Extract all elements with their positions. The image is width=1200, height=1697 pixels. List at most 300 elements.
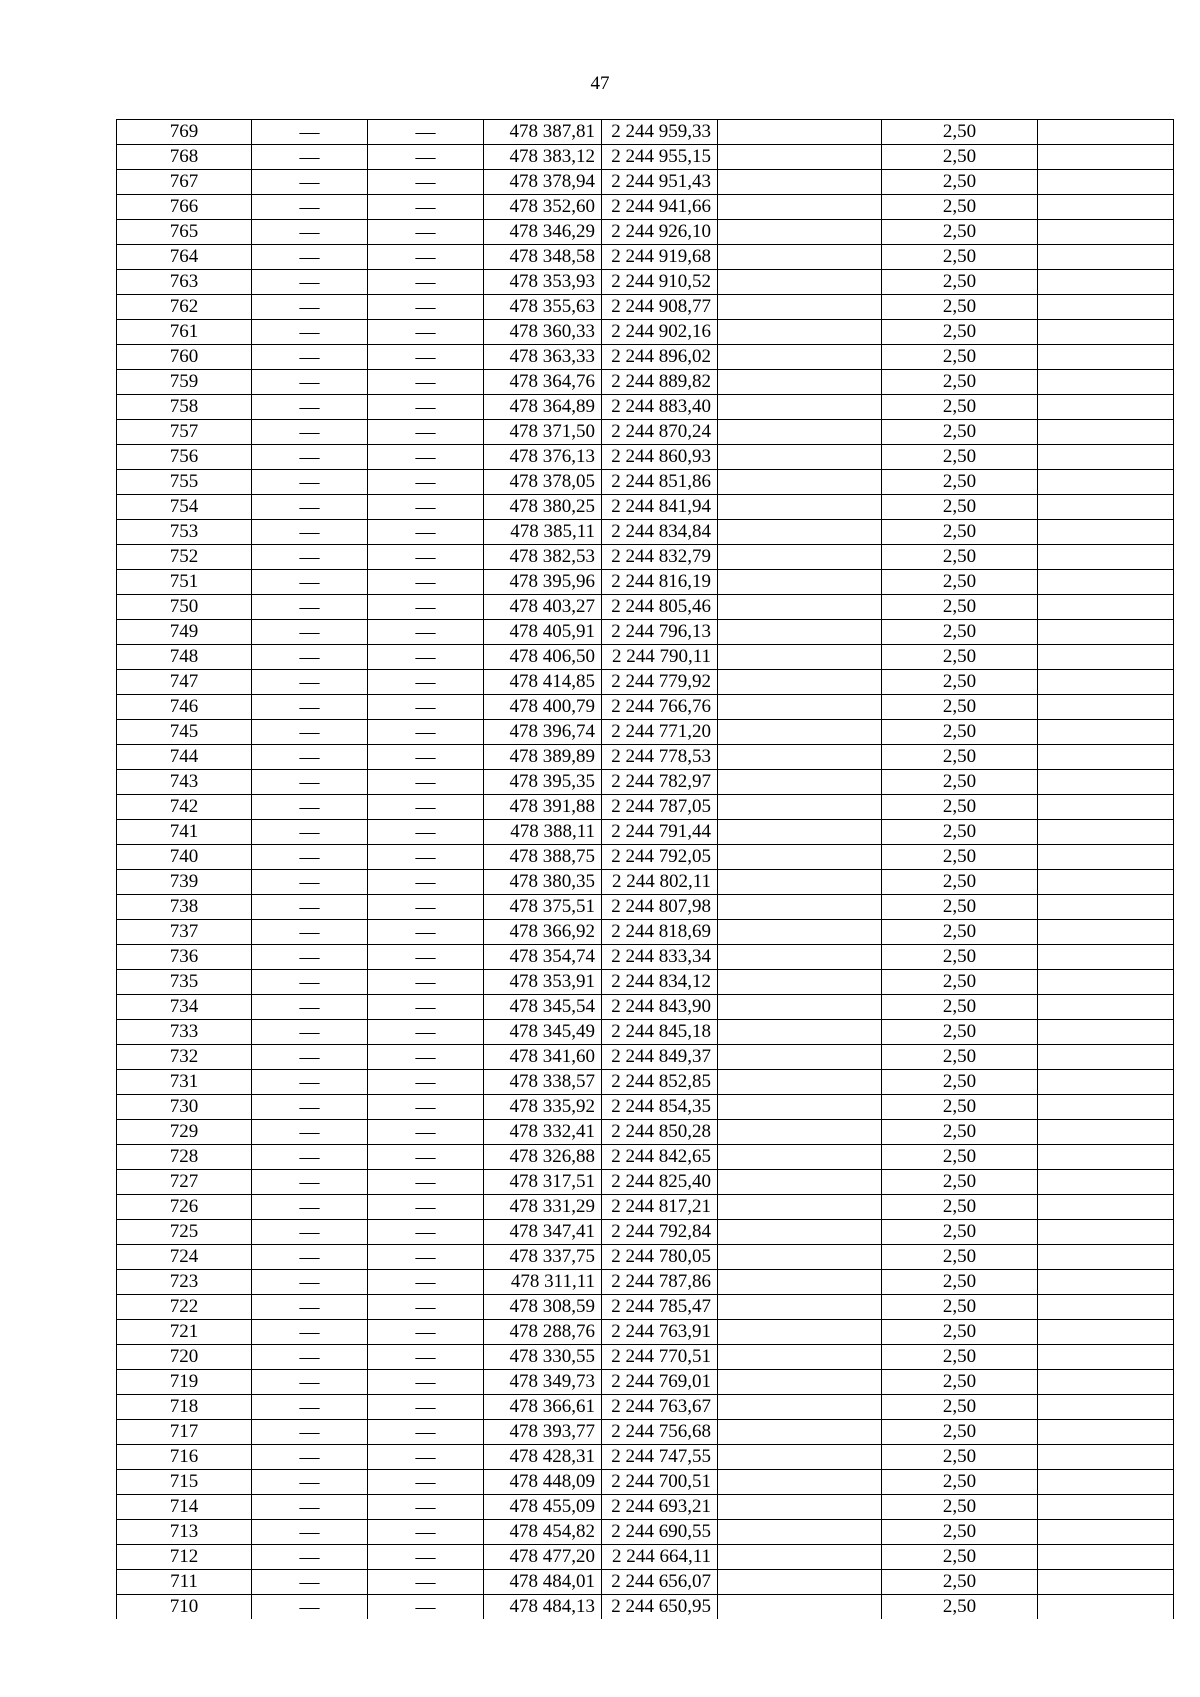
dash-cell: — <box>368 1445 484 1470</box>
y-coordinate-cell: 2 244 854,35 <box>602 1095 718 1120</box>
empty-cell <box>1038 1445 1174 1470</box>
empty-cell <box>1038 870 1174 895</box>
dash-cell: — <box>252 320 368 345</box>
value-cell: 2,50 <box>882 670 1038 695</box>
coordinates-table <box>116 119 1174 1619</box>
y-coordinate-cell: 2 244 787,05 <box>602 795 718 820</box>
empty-cell <box>1038 520 1174 545</box>
point-number-cell: 741 <box>117 820 252 845</box>
dash-cell: — <box>252 1245 368 1270</box>
dash-cell: — <box>368 1570 484 1595</box>
value-cell: 2,50 <box>882 1370 1038 1395</box>
x-coordinate-cell: 478 484,13 <box>484 1595 602 1620</box>
dash-cell: — <box>368 945 484 970</box>
x-coordinate-cell: 478 288,76 <box>484 1320 602 1345</box>
dash-cell: — <box>252 1145 368 1170</box>
dash-cell: — <box>252 1095 368 1120</box>
x-coordinate-cell: 478 347,41 <box>484 1220 602 1245</box>
value-cell: 2,50 <box>882 220 1038 245</box>
empty-cell <box>1038 420 1174 445</box>
x-coordinate-cell: 478 360,33 <box>484 320 602 345</box>
dash-cell: — <box>368 320 484 345</box>
empty-cell <box>1038 1095 1174 1120</box>
empty-cell <box>1038 320 1174 345</box>
value-cell: 2,50 <box>882 245 1038 270</box>
dash-cell: — <box>252 345 368 370</box>
point-number-cell: 740 <box>117 845 252 870</box>
table-row <box>117 1095 1174 1120</box>
table-row <box>117 395 1174 420</box>
x-coordinate-cell: 478 383,12 <box>484 145 602 170</box>
empty-cell <box>718 1020 882 1045</box>
dash-cell: — <box>368 1595 484 1620</box>
y-coordinate-cell: 2 244 959,33 <box>602 120 718 145</box>
point-number-cell: 715 <box>117 1470 252 1495</box>
dash-cell: — <box>252 920 368 945</box>
point-number-cell: 749 <box>117 620 252 645</box>
dash-cell: — <box>368 370 484 395</box>
x-coordinate-cell: 478 388,11 <box>484 820 602 845</box>
table-row <box>117 345 1174 370</box>
dash-cell: — <box>368 1095 484 1120</box>
empty-cell <box>1038 220 1174 245</box>
table-row <box>117 495 1174 520</box>
empty-cell <box>1038 945 1174 970</box>
value-cell: 2,50 <box>882 1345 1038 1370</box>
table-row <box>117 1070 1174 1095</box>
value-cell: 2,50 <box>882 295 1038 320</box>
dash-cell: — <box>252 820 368 845</box>
dash-cell: — <box>368 520 484 545</box>
empty-cell <box>1038 895 1174 920</box>
dash-cell: — <box>368 995 484 1020</box>
empty-cell <box>718 220 882 245</box>
dash-cell: — <box>368 1145 484 1170</box>
dash-cell: — <box>252 1320 368 1345</box>
empty-cell <box>718 1095 882 1120</box>
point-number-cell: 723 <box>117 1270 252 1295</box>
value-cell: 2,50 <box>882 945 1038 970</box>
value-cell: 2,50 <box>882 870 1038 895</box>
dash-cell: — <box>252 1270 368 1295</box>
dash-cell: — <box>368 495 484 520</box>
y-coordinate-cell: 2 244 779,92 <box>602 670 718 695</box>
empty-cell <box>1038 1495 1174 1520</box>
value-cell: 2,50 <box>882 820 1038 845</box>
dash-cell: — <box>252 1220 368 1245</box>
point-number-cell: 743 <box>117 770 252 795</box>
point-number-cell: 768 <box>117 145 252 170</box>
point-number-cell: 718 <box>117 1395 252 1420</box>
x-coordinate-cell: 478 375,51 <box>484 895 602 920</box>
empty-cell <box>1038 120 1174 145</box>
empty-cell <box>1038 695 1174 720</box>
x-coordinate-cell: 478 448,09 <box>484 1470 602 1495</box>
empty-cell <box>718 1595 882 1620</box>
table-row <box>117 720 1174 745</box>
empty-cell <box>1038 1520 1174 1545</box>
point-number-cell: 726 <box>117 1195 252 1220</box>
empty-cell <box>1038 595 1174 620</box>
dash-cell: — <box>368 1420 484 1445</box>
table-row <box>117 1145 1174 1170</box>
dash-cell: — <box>252 520 368 545</box>
value-cell: 2,50 <box>882 1395 1038 1420</box>
dash-cell: — <box>252 1495 368 1520</box>
table-row <box>117 970 1174 995</box>
y-coordinate-cell: 2 244 766,76 <box>602 695 718 720</box>
x-coordinate-cell: 478 345,49 <box>484 1020 602 1045</box>
empty-cell <box>1038 795 1174 820</box>
dash-cell: — <box>252 270 368 295</box>
dash-cell: — <box>368 1020 484 1045</box>
value-cell: 2,50 <box>882 745 1038 770</box>
empty-cell <box>1038 570 1174 595</box>
point-number-cell: 727 <box>117 1170 252 1195</box>
point-number-cell: 747 <box>117 670 252 695</box>
dash-cell: — <box>252 695 368 720</box>
x-coordinate-cell: 478 405,91 <box>484 620 602 645</box>
empty-cell <box>718 545 882 570</box>
x-coordinate-cell: 478 380,35 <box>484 870 602 895</box>
dash-cell: — <box>252 895 368 920</box>
empty-cell <box>718 1420 882 1445</box>
empty-cell <box>1038 245 1174 270</box>
empty-cell <box>1038 1395 1174 1420</box>
point-number-cell: 735 <box>117 970 252 995</box>
y-coordinate-cell: 2 244 833,34 <box>602 945 718 970</box>
dash-cell: — <box>368 145 484 170</box>
empty-cell <box>718 1070 882 1095</box>
x-coordinate-cell: 478 349,73 <box>484 1370 602 1395</box>
value-cell: 2,50 <box>882 545 1038 570</box>
empty-cell <box>1038 770 1174 795</box>
empty-cell <box>718 1320 882 1345</box>
empty-cell <box>718 495 882 520</box>
point-number-cell: 748 <box>117 645 252 670</box>
empty-cell <box>718 1570 882 1595</box>
point-number-cell: 733 <box>117 1020 252 1045</box>
table-row <box>117 195 1174 220</box>
x-coordinate-cell: 478 477,20 <box>484 1545 602 1570</box>
y-coordinate-cell: 2 244 664,11 <box>602 1545 718 1570</box>
point-number-cell: 769 <box>117 120 252 145</box>
point-number-cell: 767 <box>117 170 252 195</box>
dash-cell: — <box>368 820 484 845</box>
empty-cell <box>718 920 882 945</box>
dash-cell: — <box>368 1495 484 1520</box>
table-row <box>117 895 1174 920</box>
empty-cell <box>1038 1420 1174 1445</box>
dash-cell: — <box>252 1345 368 1370</box>
dash-cell: — <box>368 420 484 445</box>
empty-cell <box>718 1370 882 1395</box>
table-row <box>117 1245 1174 1270</box>
dash-cell: — <box>368 695 484 720</box>
value-cell: 2,50 <box>882 420 1038 445</box>
empty-cell <box>718 895 882 920</box>
y-coordinate-cell: 2 244 883,40 <box>602 395 718 420</box>
x-coordinate-cell: 478 332,41 <box>484 1120 602 1145</box>
y-coordinate-cell: 2 244 843,90 <box>602 995 718 1020</box>
point-number-cell: 759 <box>117 370 252 395</box>
empty-cell <box>1038 170 1174 195</box>
y-coordinate-cell: 2 244 817,21 <box>602 1195 718 1220</box>
dash-cell: — <box>368 1270 484 1295</box>
dash-cell: — <box>368 970 484 995</box>
point-number-cell: 724 <box>117 1245 252 1270</box>
dash-cell: — <box>252 1470 368 1495</box>
empty-cell <box>718 720 882 745</box>
point-number-cell: 722 <box>117 1295 252 1320</box>
point-number-cell: 738 <box>117 895 252 920</box>
empty-cell <box>718 245 882 270</box>
y-coordinate-cell: 2 244 807,98 <box>602 895 718 920</box>
dash-cell: — <box>252 970 368 995</box>
empty-cell <box>718 445 882 470</box>
x-coordinate-cell: 478 378,94 <box>484 170 602 195</box>
value-cell: 2,50 <box>882 520 1038 545</box>
dash-cell: — <box>252 945 368 970</box>
dash-cell: — <box>252 1520 368 1545</box>
value-cell: 2,50 <box>882 720 1038 745</box>
dash-cell: — <box>368 1320 484 1345</box>
empty-cell <box>718 270 882 295</box>
y-coordinate-cell: 2 244 896,02 <box>602 345 718 370</box>
value-cell: 2,50 <box>882 620 1038 645</box>
table-row <box>117 1520 1174 1545</box>
dash-cell: — <box>368 395 484 420</box>
y-coordinate-cell: 2 244 825,40 <box>602 1170 718 1195</box>
point-number-cell: 744 <box>117 745 252 770</box>
x-coordinate-cell: 478 341,60 <box>484 1045 602 1070</box>
point-number-cell: 713 <box>117 1520 252 1545</box>
dash-cell: — <box>252 1120 368 1145</box>
empty-cell <box>718 795 882 820</box>
point-number-cell: 731 <box>117 1070 252 1095</box>
empty-cell <box>1038 1295 1174 1320</box>
value-cell: 2,50 <box>882 570 1038 595</box>
empty-cell <box>1038 820 1174 845</box>
value-cell: 2,50 <box>882 1495 1038 1520</box>
dash-cell: — <box>368 1070 484 1095</box>
point-number-cell: 729 <box>117 1120 252 1145</box>
empty-cell <box>1038 1595 1174 1620</box>
y-coordinate-cell: 2 244 787,86 <box>602 1270 718 1295</box>
empty-cell <box>1038 1170 1174 1195</box>
point-number-cell: 739 <box>117 870 252 895</box>
value-cell: 2,50 <box>882 1570 1038 1595</box>
value-cell: 2,50 <box>882 470 1038 495</box>
empty-cell <box>718 1195 882 1220</box>
dash-cell: — <box>252 245 368 270</box>
value-cell: 2,50 <box>882 345 1038 370</box>
dash-cell: — <box>252 1020 368 1045</box>
x-coordinate-cell: 478 406,50 <box>484 645 602 670</box>
table-row <box>117 945 1174 970</box>
empty-cell <box>718 195 882 220</box>
value-cell: 2,50 <box>882 1270 1038 1295</box>
coordinates-table-body <box>117 120 1174 1620</box>
value-cell: 2,50 <box>882 595 1038 620</box>
x-coordinate-cell: 478 353,91 <box>484 970 602 995</box>
table-row <box>117 1470 1174 1495</box>
empty-cell <box>718 870 882 895</box>
x-coordinate-cell: 478 346,29 <box>484 220 602 245</box>
dash-cell: — <box>252 745 368 770</box>
empty-cell <box>1038 545 1174 570</box>
point-number-cell: 754 <box>117 495 252 520</box>
empty-cell <box>718 595 882 620</box>
empty-cell <box>1038 995 1174 1020</box>
empty-cell <box>1038 145 1174 170</box>
point-number-cell: 712 <box>117 1545 252 1570</box>
dash-cell: — <box>252 1370 368 1395</box>
point-number-cell: 725 <box>117 1220 252 1245</box>
dash-cell: — <box>368 220 484 245</box>
y-coordinate-cell: 2 244 693,21 <box>602 1495 718 1520</box>
y-coordinate-cell: 2 244 792,84 <box>602 1220 718 1245</box>
dash-cell: — <box>252 1045 368 1070</box>
dash-cell: — <box>368 920 484 945</box>
empty-cell <box>1038 1045 1174 1070</box>
dash-cell: — <box>368 1245 484 1270</box>
empty-cell <box>718 145 882 170</box>
x-coordinate-cell: 478 331,29 <box>484 1195 602 1220</box>
dash-cell: — <box>368 545 484 570</box>
point-number-cell: 719 <box>117 1370 252 1395</box>
y-coordinate-cell: 2 244 850,28 <box>602 1120 718 1145</box>
value-cell: 2,50 <box>882 645 1038 670</box>
x-coordinate-cell: 478 345,54 <box>484 995 602 1020</box>
x-coordinate-cell: 478 311,11 <box>484 1270 602 1295</box>
table-row <box>117 1495 1174 1520</box>
table-row <box>117 770 1174 795</box>
y-coordinate-cell: 2 244 870,24 <box>602 420 718 445</box>
x-coordinate-cell: 478 354,74 <box>484 945 602 970</box>
empty-cell <box>718 745 882 770</box>
y-coordinate-cell: 2 244 769,01 <box>602 1370 718 1395</box>
dash-cell: — <box>252 120 368 145</box>
dash-cell: — <box>252 1570 368 1595</box>
value-cell: 2,50 <box>882 1070 1038 1095</box>
x-coordinate-cell: 478 317,51 <box>484 1170 602 1195</box>
table-row <box>117 120 1174 145</box>
x-coordinate-cell: 478 388,75 <box>484 845 602 870</box>
empty-cell <box>718 645 882 670</box>
x-coordinate-cell: 478 393,77 <box>484 1420 602 1445</box>
table-row <box>117 295 1174 320</box>
x-coordinate-cell: 478 382,53 <box>484 545 602 570</box>
value-cell: 2,50 <box>882 195 1038 220</box>
dash-cell: — <box>368 1120 484 1145</box>
x-coordinate-cell: 478 364,76 <box>484 370 602 395</box>
dash-cell: — <box>368 895 484 920</box>
dash-cell: — <box>252 370 368 395</box>
table-row <box>117 545 1174 570</box>
table-row <box>117 1320 1174 1345</box>
value-cell: 2,50 <box>882 845 1038 870</box>
empty-cell <box>718 570 882 595</box>
point-number-cell: 716 <box>117 1445 252 1470</box>
dash-cell: — <box>252 1420 368 1445</box>
table-row <box>117 1220 1174 1245</box>
empty-cell <box>718 820 882 845</box>
empty-cell <box>1038 1245 1174 1270</box>
empty-cell <box>718 620 882 645</box>
value-cell: 2,50 <box>882 495 1038 520</box>
empty-cell <box>1038 1145 1174 1170</box>
x-coordinate-cell: 478 414,85 <box>484 670 602 695</box>
value-cell: 2,50 <box>882 1020 1038 1045</box>
x-coordinate-cell: 478 366,92 <box>484 920 602 945</box>
y-coordinate-cell: 2 244 834,12 <box>602 970 718 995</box>
dash-cell: — <box>368 1170 484 1195</box>
table-row <box>117 420 1174 445</box>
empty-cell <box>718 670 882 695</box>
empty-cell <box>1038 195 1174 220</box>
value-cell: 2,50 <box>882 1170 1038 1195</box>
dash-cell: — <box>252 620 368 645</box>
value-cell: 2,50 <box>882 1220 1038 1245</box>
x-coordinate-cell: 478 338,57 <box>484 1070 602 1095</box>
y-coordinate-cell: 2 244 852,85 <box>602 1070 718 1095</box>
dash-cell: — <box>368 195 484 220</box>
point-number-cell: 753 <box>117 520 252 545</box>
point-number-cell: 721 <box>117 1320 252 1345</box>
empty-cell <box>718 970 882 995</box>
value-cell: 2,50 <box>882 1295 1038 1320</box>
y-coordinate-cell: 2 244 941,66 <box>602 195 718 220</box>
table-row <box>117 245 1174 270</box>
table-row <box>117 920 1174 945</box>
dash-cell: — <box>368 1395 484 1420</box>
point-number-cell: 714 <box>117 1495 252 1520</box>
dash-cell: — <box>252 170 368 195</box>
y-coordinate-cell: 2 244 656,07 <box>602 1570 718 1595</box>
x-coordinate-cell: 478 364,89 <box>484 395 602 420</box>
empty-cell <box>1038 970 1174 995</box>
empty-cell <box>718 1245 882 1270</box>
point-number-cell: 755 <box>117 470 252 495</box>
empty-cell <box>1038 670 1174 695</box>
y-coordinate-cell: 2 244 747,55 <box>602 1445 718 1470</box>
point-number-cell: 752 <box>117 545 252 570</box>
empty-cell <box>718 1220 882 1245</box>
empty-cell <box>1038 345 1174 370</box>
value-cell: 2,50 <box>882 1120 1038 1145</box>
table-row <box>117 695 1174 720</box>
y-coordinate-cell: 2 244 955,15 <box>602 145 718 170</box>
value-cell: 2,50 <box>882 970 1038 995</box>
value-cell: 2,50 <box>882 445 1038 470</box>
y-coordinate-cell: 2 244 770,51 <box>602 1345 718 1370</box>
value-cell: 2,50 <box>882 920 1038 945</box>
dash-cell: — <box>368 1045 484 1070</box>
empty-cell <box>718 295 882 320</box>
empty-cell <box>1038 395 1174 420</box>
empty-cell <box>1038 1345 1174 1370</box>
dash-cell: — <box>252 1195 368 1220</box>
x-coordinate-cell: 478 403,27 <box>484 595 602 620</box>
dash-cell: — <box>368 770 484 795</box>
y-coordinate-cell: 2 244 818,69 <box>602 920 718 945</box>
x-coordinate-cell: 478 454,82 <box>484 1520 602 1545</box>
point-number-cell: 751 <box>117 570 252 595</box>
empty-cell <box>1038 1545 1174 1570</box>
dash-cell: — <box>252 1395 368 1420</box>
y-coordinate-cell: 2 244 889,82 <box>602 370 718 395</box>
